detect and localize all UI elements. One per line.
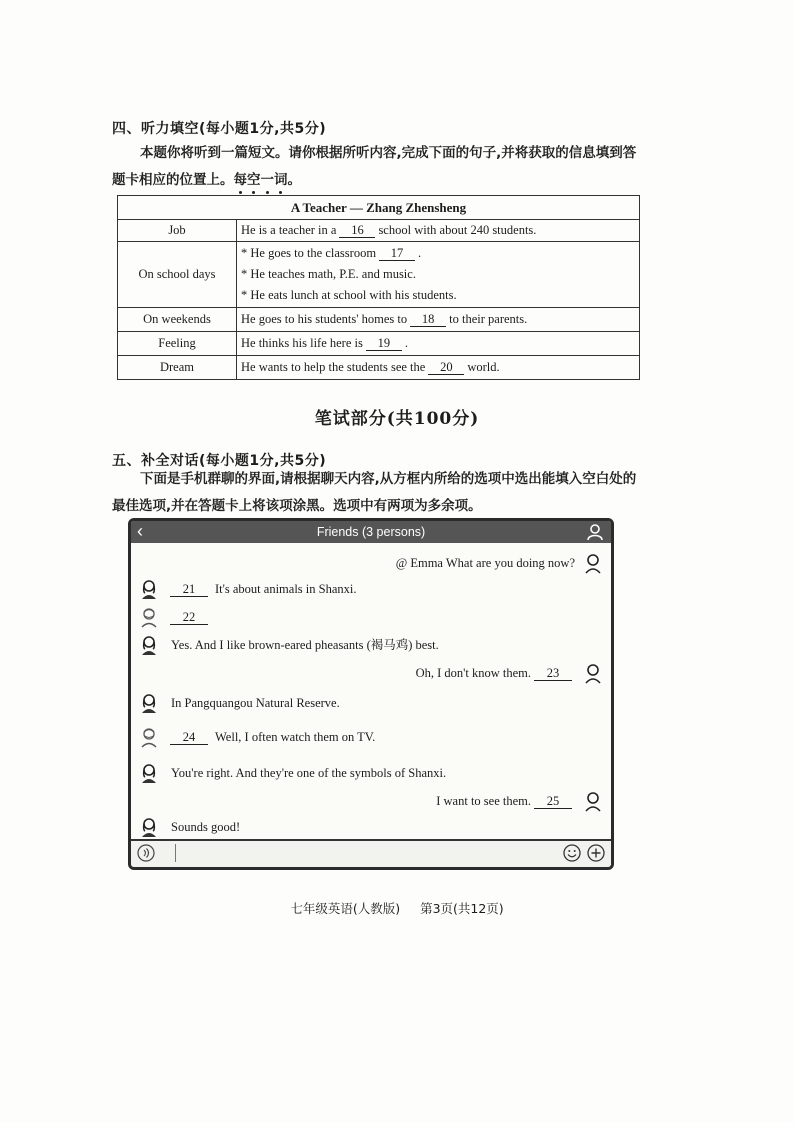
chat-input-bar bbox=[131, 839, 611, 867]
table-row bbox=[118, 332, 640, 356]
back-icon[interactable]: ‹ bbox=[137, 521, 143, 541]
answer-blank: 16 bbox=[339, 223, 375, 238]
boy-avatar-icon bbox=[583, 552, 603, 574]
row-label: Feeling bbox=[118, 332, 237, 356]
value-line: * He goes to the classroom 17 . bbox=[241, 246, 422, 260]
table-row bbox=[118, 308, 640, 332]
teacher-info-table bbox=[117, 195, 640, 380]
message-bubble bbox=[167, 692, 340, 714]
chat-answer-blank: 22 bbox=[170, 610, 208, 625]
value-line: * He eats lunch at school with his students. bbox=[241, 288, 457, 302]
chat-window bbox=[128, 518, 614, 870]
page-number: 第3页(共12页) bbox=[420, 901, 504, 916]
message-text: I want to see them. bbox=[436, 794, 531, 809]
message-text: Sounds good! bbox=[171, 820, 241, 835]
chat-answer-blank: 25 bbox=[534, 794, 572, 809]
girl-avatar-icon bbox=[139, 578, 159, 600]
section5-title: 五、补全对话(每小题1分,共5分) bbox=[112, 453, 327, 469]
answer-blank: 18 bbox=[410, 312, 446, 327]
voice-icon[interactable] bbox=[137, 844, 155, 862]
message-text: Yes. And I like brown-eared pheasants (褐马鸡) best. bbox=[171, 638, 439, 653]
message-bubble bbox=[167, 578, 356, 600]
chat-answer-blank: 21 bbox=[170, 582, 208, 597]
message-bubble bbox=[167, 762, 446, 784]
value-line: He thinks his life here is 19 . bbox=[241, 336, 408, 350]
row-value bbox=[237, 332, 640, 356]
row-label: On weekends bbox=[118, 308, 237, 332]
chat-answer-blank: 24 bbox=[170, 730, 208, 745]
row-label: On school days bbox=[118, 242, 237, 308]
chat-message bbox=[139, 815, 240, 837]
message-text: Oh, I don't know them. bbox=[415, 666, 531, 681]
row-label: Job bbox=[118, 220, 237, 242]
table-row bbox=[118, 220, 640, 242]
section5-instruction: 下面是手机群聊的界面,请根据聊天内容,从方框内所给的选项中选出能填入空白处的最佳选项,并在答题卡上将该项涂黑。选项中有两项为多余项。 bbox=[112, 471, 637, 514]
message-bubble bbox=[167, 816, 240, 838]
girl-avatar-icon bbox=[139, 762, 159, 784]
chat-message bbox=[139, 577, 356, 599]
table-title: A Teacher — Zhang Zhensheng bbox=[118, 196, 640, 220]
answer-blank: 17 bbox=[379, 246, 415, 261]
chat-message bbox=[139, 633, 439, 655]
emoji-icon[interactable] bbox=[563, 844, 581, 862]
message-text: Well, I often watch them on TV. bbox=[215, 730, 376, 745]
section4-instruction: 本题你将听到一篇短文。请你根据所听内容,完成下面的句子,并将获取的信息填到答题卡相应的位置上。每空一词 。 bbox=[112, 140, 644, 194]
message-text: @ Emma What are you doing now? bbox=[395, 556, 575, 571]
message-bubble bbox=[167, 606, 211, 628]
girl2-avatar-icon bbox=[139, 726, 159, 748]
girl-avatar-icon bbox=[139, 816, 159, 838]
chat-header bbox=[131, 521, 611, 543]
answer-blank: 19 bbox=[366, 336, 402, 351]
value-line: He goes to his students' homes to 18 to their parents. bbox=[241, 312, 528, 326]
boy-avatar-icon bbox=[583, 662, 603, 684]
value-line: He is a teacher in a 16 school with about 240 students. bbox=[241, 223, 537, 237]
boy-avatar-icon bbox=[583, 790, 603, 812]
table-row bbox=[118, 356, 640, 380]
chat-message bbox=[139, 761, 446, 783]
group-members-icon[interactable] bbox=[585, 522, 605, 542]
message-text: It's about animals in Shanxi. bbox=[215, 582, 357, 597]
row-value bbox=[237, 220, 640, 242]
message-bubble bbox=[436, 790, 575, 812]
plus-icon[interactable] bbox=[587, 844, 605, 862]
chat-message bbox=[139, 725, 375, 747]
message-bubble bbox=[167, 726, 375, 748]
row-label: Dream bbox=[118, 356, 237, 380]
chat-message bbox=[396, 551, 603, 573]
chat-message bbox=[436, 789, 603, 811]
page-footer bbox=[0, 899, 794, 917]
girl2-avatar-icon bbox=[139, 606, 159, 628]
table-row bbox=[118, 242, 640, 308]
section4-title: 四、听力填空(每小题1分,共5分) bbox=[112, 121, 327, 137]
message-bubble bbox=[167, 634, 439, 656]
subject-label: 七年级英语(人教版) bbox=[290, 901, 401, 916]
answer-blank: 20 bbox=[428, 360, 464, 375]
section4-instruction-text: 本题你将听到一篇短文。请你根据所听内容,完成下面的句子,并将获取的信息填到答题卡相应的位置上。 bbox=[112, 145, 637, 188]
written-part-title: 笔试部分(共100分) bbox=[314, 409, 480, 429]
value-line: He wants to help the students see the 20 world. bbox=[241, 360, 500, 374]
chat-answer-blank: 23 bbox=[534, 666, 572, 681]
chat-message bbox=[416, 661, 603, 683]
chat-message bbox=[139, 605, 211, 627]
row-value bbox=[237, 356, 640, 380]
message-text: You're right. And they're one of the symbols of Shanxi. bbox=[171, 766, 447, 781]
message-text: In Pangquangou Natural Reserve. bbox=[171, 696, 340, 711]
row-value bbox=[237, 308, 640, 332]
chat-title: Friends (3 persons) bbox=[316, 525, 426, 539]
message-bubble bbox=[416, 662, 575, 684]
girl-avatar-icon bbox=[139, 634, 159, 656]
chat-message bbox=[139, 691, 340, 713]
message-input[interactable] bbox=[175, 844, 555, 862]
section4-emphasis: 每空一词 bbox=[234, 172, 288, 188]
row-value bbox=[237, 242, 640, 308]
girl-avatar-icon bbox=[139, 692, 159, 714]
value-line: * He teaches math, P.E. and music. bbox=[241, 267, 416, 281]
message-bubble bbox=[396, 552, 575, 574]
